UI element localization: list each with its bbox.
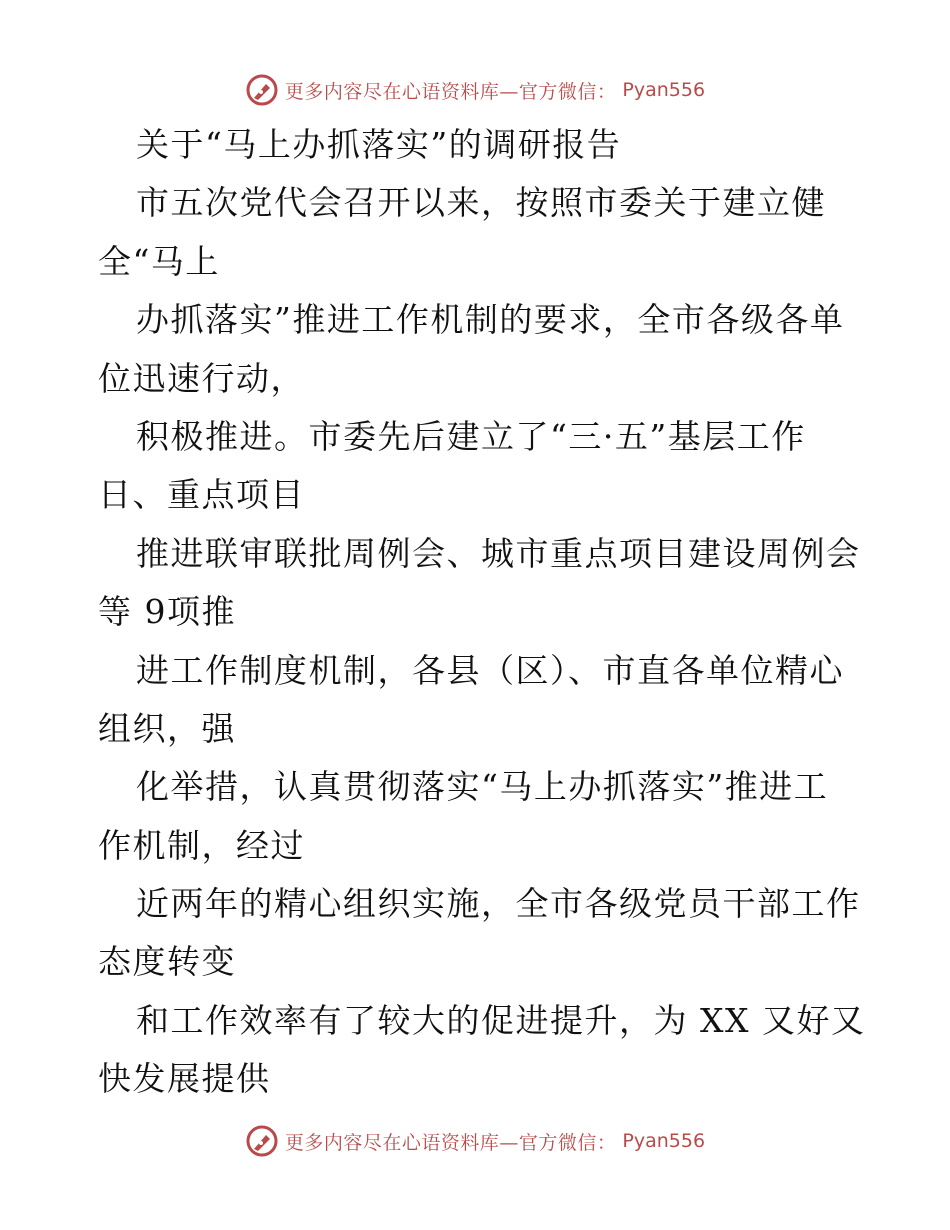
header-watermark xyxy=(0,70,950,110)
watermark-handle: Pyan556 xyxy=(622,79,706,101)
text-line: 全“马上 xyxy=(98,241,220,281)
watermark-handle: Pyan556 xyxy=(622,1130,706,1152)
pen-nib-circle-icon xyxy=(245,1124,279,1158)
watermark-text: 更多内容尽在心语资料库—官方微信： xyxy=(284,1131,617,1154)
text-line: 化举措，认真贯彻落实“马上办抓落实”推进工 xyxy=(136,767,829,807)
text-line: 市五次党代会召开以来，按照市委关于建立健 xyxy=(136,183,826,223)
document-title: 关于“马上办抓落实”的调研报告 xyxy=(136,125,622,164)
text-line: 作机制，经过 xyxy=(98,825,305,865)
watermark-text: 更多内容尽在心语资料库—官方微信： xyxy=(284,80,617,103)
text-line: 推进联审联批周例会、城市重点项目建设周例会 xyxy=(136,533,861,573)
footer-watermark xyxy=(0,1121,950,1161)
text-line: 进工作制度机制，各县（区）、市直各单位精心 xyxy=(136,650,844,690)
document-body xyxy=(98,116,866,1109)
pen-nib-circle-icon xyxy=(245,73,279,107)
text-line: 态度转变 xyxy=(98,942,236,982)
text-line: 和工作效率有了较大的促进提升，为 XX 又好又 xyxy=(136,1000,866,1040)
text-line: 位迅速行动， xyxy=(98,358,305,398)
text-line: 办抓落实”推进工作机制的要求，全市各级各单 xyxy=(136,300,845,340)
text-line: 积极推进。市委先后建立了“三·五”基层工作 xyxy=(136,416,806,456)
text-line: 组织，强 xyxy=(98,708,236,748)
text-line: 快发展提供 xyxy=(98,1059,271,1099)
text-line: 等 9项推 xyxy=(98,592,236,632)
text-line: 近两年的精心组织实施，全市各级党员干部工作 xyxy=(136,884,861,924)
text-line: 日、重点项目 xyxy=(98,475,305,515)
